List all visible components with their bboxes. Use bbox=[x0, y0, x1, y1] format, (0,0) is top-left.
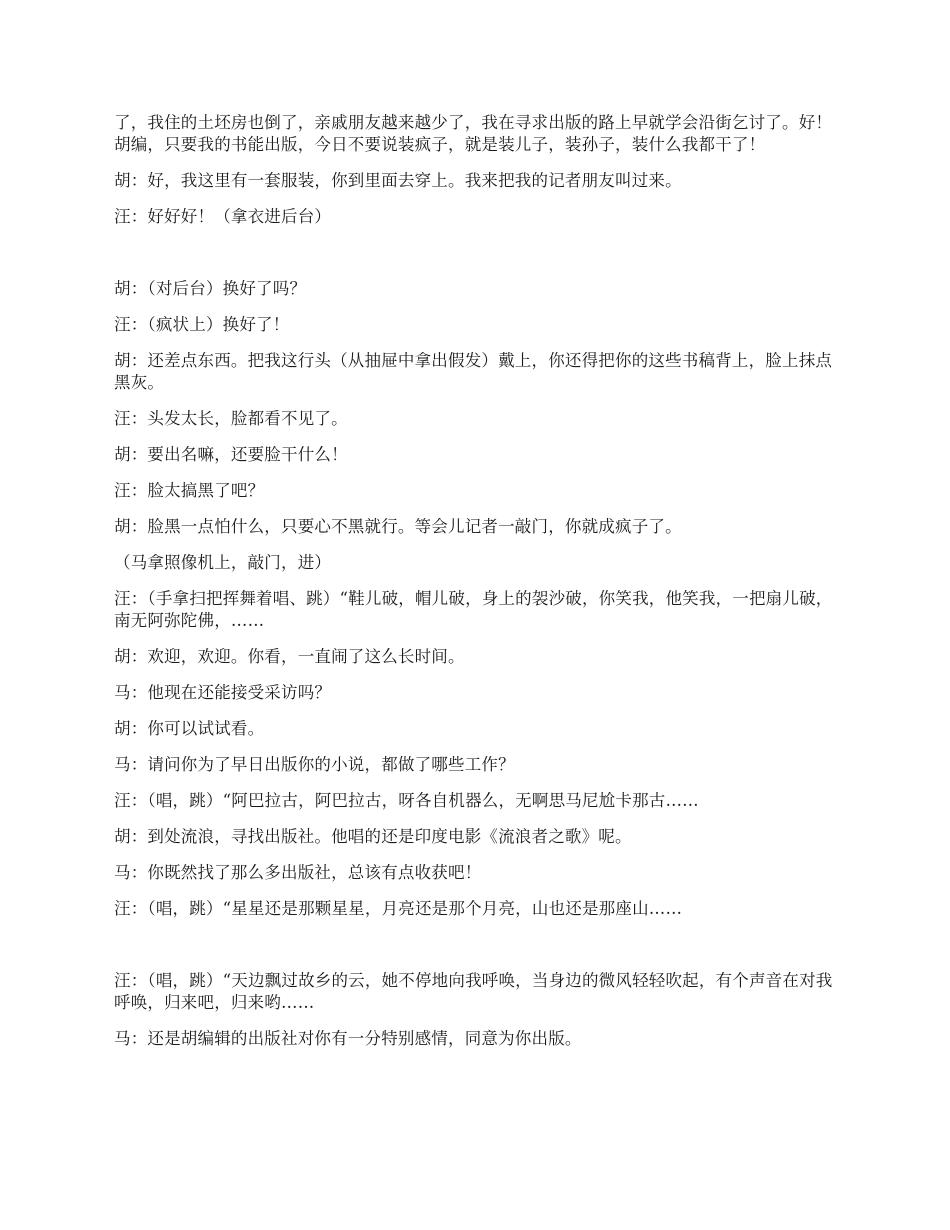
paragraph: 汪：好好好！（拿衣进后台） bbox=[114, 207, 332, 226]
paragraph: 马：他现在还能接受采访吗？ bbox=[114, 683, 332, 702]
paragraph: 汪：（唱，跳）“星星还是那颗星星，月亮还是那个月亮，山也还是那座山…… bbox=[114, 899, 683, 918]
paragraph: 汪：头发太长，脸都看不见了。 bbox=[114, 409, 348, 428]
paragraph: 了，我住的土坯房也倒了，亲戚朋友越来越少了，我在寻求出版的路上早就学会沿街乞讨了。好！胡编，只要我的书能出版，今日不要说装疯子，就是装儿子，装孙子，装什么我都干了！ bbox=[114, 113, 833, 154]
paragraph: 汪：（疯状上）换好了！ bbox=[114, 315, 290, 334]
blank-space bbox=[114, 242, 840, 278]
paragraph: 汪：（手拿扫把挥舞着唱、跳）“鞋儿破，帽儿破，身上的袈沙破，你笑我，他笑我，一把扇儿破，南无阿弥陀佛，…… bbox=[114, 589, 833, 630]
paragraph: 胡：欢迎，欢迎。你看，一直闹了这么长时间。 bbox=[114, 647, 465, 666]
paragraph: 马：还是胡编辑的出版社对你有一分特别感情，同意为你出版。 bbox=[114, 1029, 582, 1048]
paragraph: 汪：脸太搞黑了吧？ bbox=[114, 481, 265, 500]
document-body bbox=[114, 112, 840, 1064]
paragraph: 胡：好，我这里有一套服装，你到里面去穿上。我来把我的记者朋友叫过来。 bbox=[114, 171, 682, 190]
paragraph: 汪：（唱，跳）“阿巴拉古，阿巴拉古，呀各自机器么，无啊思马尼尬卡那古…… bbox=[114, 791, 699, 810]
paragraph: 胡：脸黑一点怕什么，只要心不黑就行。等会儿记者一敲门，你就成疯子了。 bbox=[114, 517, 682, 536]
paragraph: （马拿照像机上，敲门，进） bbox=[114, 553, 332, 572]
paragraph: 马：你既然找了那么多出版社，总该有点收获吧！ bbox=[114, 863, 482, 882]
paragraph: 胡：你可以试试看。 bbox=[114, 719, 265, 738]
paragraph: 汪：（唱，跳）“天边飘过故乡的云，她不停地向我呼唤，当身边的微风轻轻吹起，有个声音在对我呼唤，归来吧，归来哟…… bbox=[114, 971, 833, 1012]
paragraph: 胡：到处流浪，寻找出版社。他唱的还是印度电影《流浪者之歌》呢。 bbox=[114, 827, 632, 846]
paragraph: 胡：要出名嘛，还要脸干什么！ bbox=[114, 445, 348, 464]
paragraph: 胡：（对后台）换好了吗？ bbox=[114, 279, 307, 298]
paragraph: 马：请问你为了早日出版你的小说，都做了哪些工作？ bbox=[114, 755, 515, 774]
blank-space bbox=[114, 934, 840, 970]
paragraph: 胡：还差点东西。把我这行头（从抽屉中拿出假发）戴上，你还得把你的这些书稿背上，脸上抹点黑灰。 bbox=[114, 351, 833, 392]
